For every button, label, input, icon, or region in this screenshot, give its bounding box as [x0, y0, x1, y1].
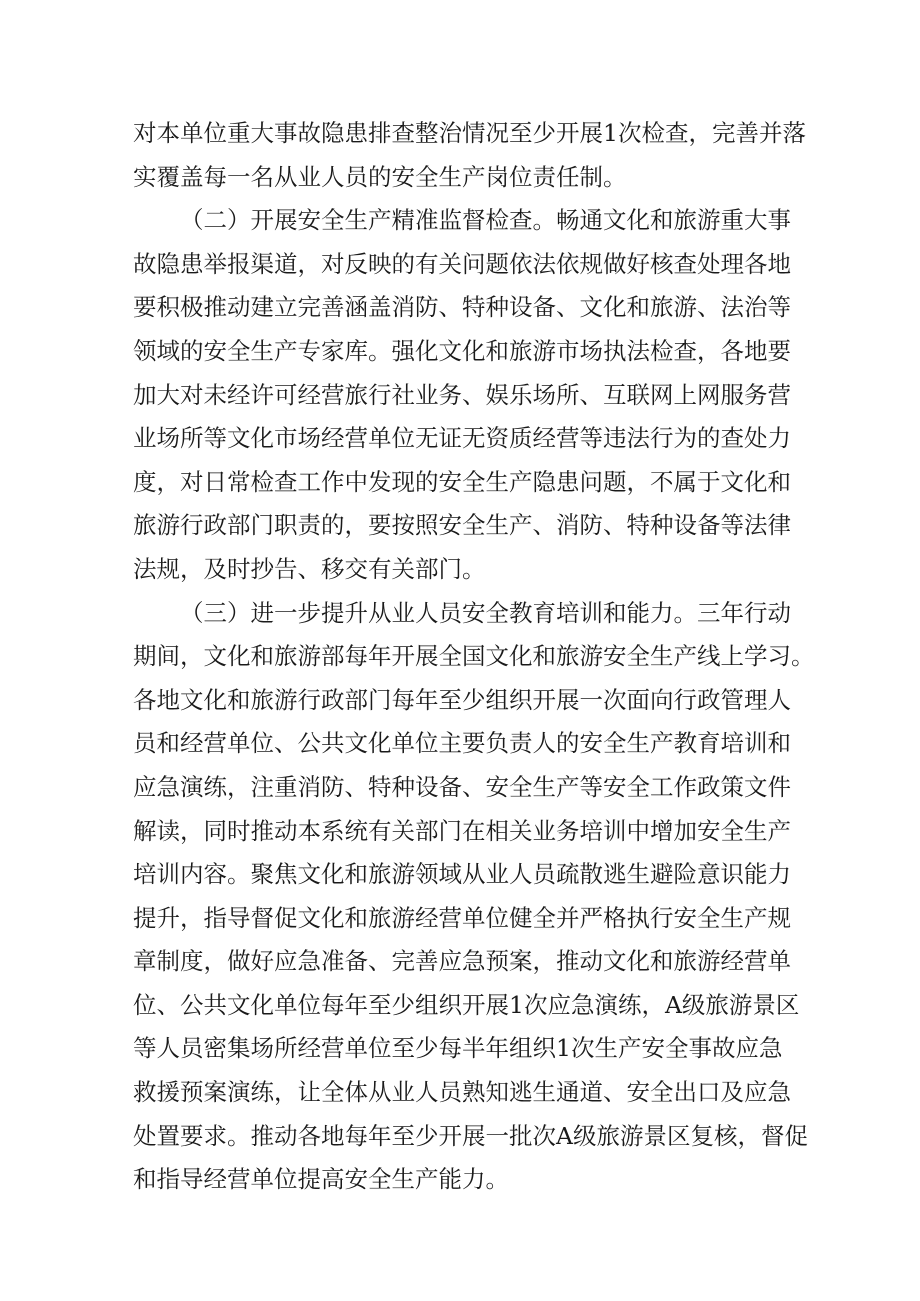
text-line: 度，对日常检查工作中发现的安全生产隐患问题，不属于文化和 — [133, 467, 791, 496]
text-line: 员和经营单位、公共文化单位主要负责人的安全生产教育培训和 — [133, 729, 791, 758]
text-line: 业场所等文化市场经营单位无证无资质经营等违法行为的查处力 — [133, 424, 791, 453]
section-heading-line: （二）开展安全生产精准监督检查。畅通文化和旅游重大事 — [180, 206, 791, 235]
text-line: 章制度，做好应急准备、完善应急预案，推动文化和旅游经营单 — [133, 947, 791, 976]
paragraph-section-3 — [133, 592, 815, 1202]
text-line: 处置要求。推动各地每年至少开展一批次A级旅游景区复核，督促 — [133, 1121, 808, 1150]
text-line: 等人员密集场所经营单位至少每半年组织1次生产安全事故应急 — [133, 1034, 783, 1063]
text-line: 应急演练，注重消防、特种设备、安全生产等安全工作政策文件 — [133, 772, 791, 801]
paragraph-intro-continuation — [133, 112, 806, 199]
text-line: 实覆盖每一名从业人员的安全生产岗位责任制。 — [133, 162, 627, 191]
section-heading-line: （三）进一步提升从业人员安全教育培训和能力。三年行动 — [180, 598, 791, 627]
text-line: 位、公共文化单位每年至少组织开展1次应急演练，A级旅游景区 — [133, 990, 800, 1019]
text-line: 和指导经营单位提高安全生产能力。 — [133, 1165, 509, 1194]
text-line: 救援预案演练，让全体从业人员熟知逃生通道、安全出口及应急 — [133, 1078, 791, 1107]
text-line: 对本单位重大事故隐患排查整治情况至少开展1次检查，完善并落 — [133, 119, 806, 147]
text-line: 旅游行政部门职责的，要按照安全生产、消防、特种设备等法律 — [133, 511, 791, 540]
text-line: 培训内容。聚焦文化和旅游领域从业人员疏散逃生避险意识能力 — [133, 860, 791, 889]
text-line: 故隐患举报渠道，对反映的有关问题依法依规做好核查处理各地 — [133, 249, 791, 278]
text-line: 解读，同时推动本系统有关部门在相关业务培训中增加安全生产 — [133, 816, 791, 845]
text-line: 期间，文化和旅游部每年开展全国文化和旅游安全生产线上学习。 — [133, 642, 815, 671]
text-line: 各地文化和旅游行政部门每年至少组织开展一次面向行政管理人 — [133, 685, 791, 714]
text-line: 法规，及时抄告、移交有关部门。 — [133, 554, 486, 583]
text-line: 要积极推动建立完善涵盖消防、特种设备、文化和旅游、法治等 — [133, 293, 791, 322]
text-line: 提升，指导督促文化和旅游经营单位健全并严格执行安全生产规 — [133, 903, 791, 932]
text-line: 加大对未经许可经营旅行社业务、娱乐场所、互联网上网服务营 — [133, 380, 791, 409]
text-line: 领域的安全生产专家库。强化文化和旅游市场执法检查，各地要 — [133, 336, 791, 365]
paragraph-section-2 — [133, 199, 793, 591]
document-body — [133, 112, 815, 1202]
